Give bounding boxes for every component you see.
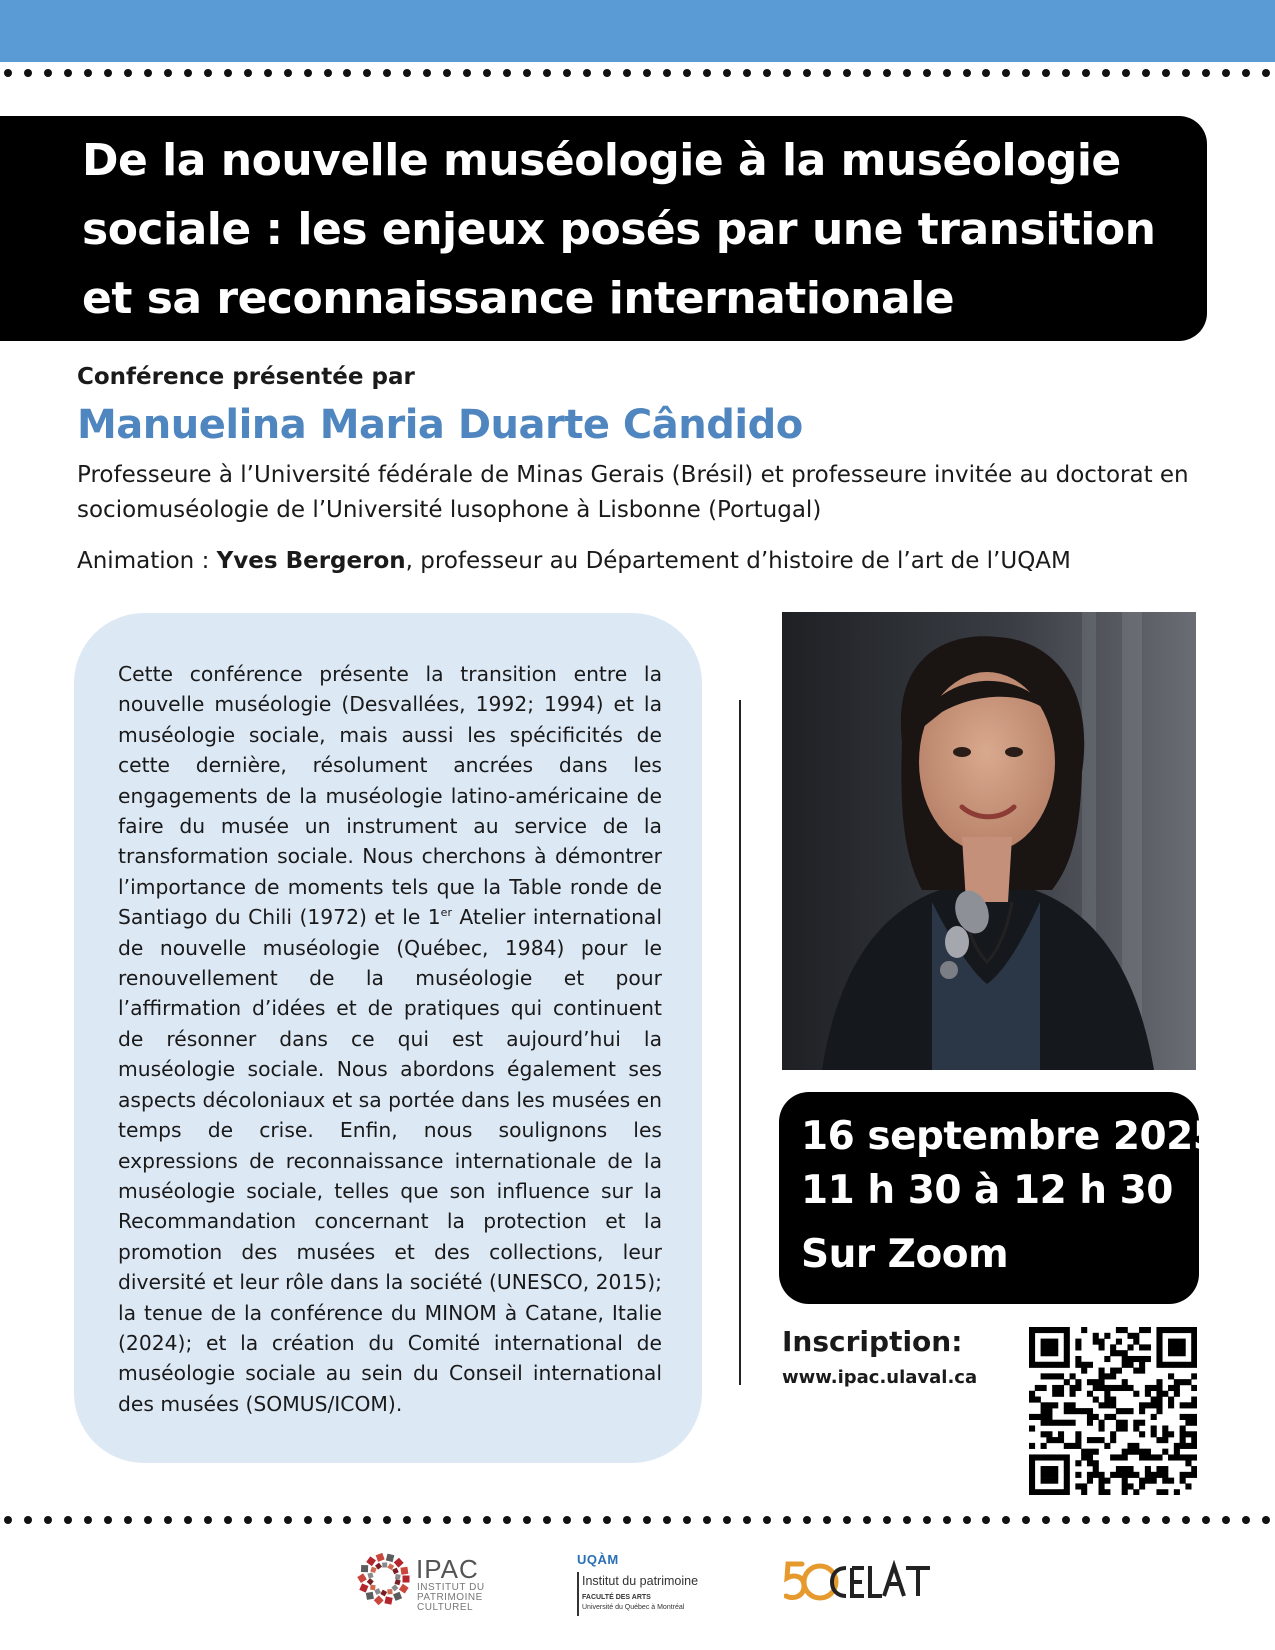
uqam-university-name: Université du Québec à Montréal [582, 1604, 685, 1611]
divider-dot [943, 1516, 951, 1524]
divider-dot [64, 1516, 72, 1524]
divider-dot [363, 69, 371, 77]
title-line-3: et sa reconnaissance internationale [82, 273, 955, 324]
divider-dot [543, 69, 551, 77]
abstract-superscript: er [440, 906, 452, 920]
divider-dot [823, 1516, 831, 1524]
divider-dot [523, 69, 531, 77]
divider-dot [304, 1516, 312, 1524]
divider-dot [903, 1516, 911, 1524]
divider-dot [1022, 69, 1030, 77]
divider-dot [1082, 1516, 1090, 1524]
divider-dot [383, 1516, 391, 1524]
divider-dot [84, 1516, 92, 1524]
uqam-faculty-name: FACULTÉ DES ARTS [582, 1594, 651, 1601]
abstract-panel [74, 613, 702, 1463]
speaker-name: Manuelina Maria Duarte Cândido [77, 402, 803, 448]
divider-dot [64, 69, 72, 77]
affiliation-line-1: Professeure à l’Université fédérale de Minas Gerais (Brésil) et professeure invitée au doctorat en [77, 462, 1189, 488]
divider-dot [144, 1516, 152, 1524]
divider-dot [643, 1516, 651, 1524]
divider-dot [304, 69, 312, 77]
divider-dot [883, 1516, 891, 1524]
divider-dot [563, 69, 571, 77]
divider-dot [1182, 1516, 1190, 1524]
registration-link[interactable]: www.ipac.ulaval.ca [782, 1367, 978, 1388]
divider-dot [324, 1516, 332, 1524]
divider-dot [843, 1516, 851, 1524]
divider-dot [84, 69, 92, 77]
divider-dot [4, 1516, 12, 1524]
divider-dot [244, 1516, 252, 1524]
divider-dot [982, 1516, 990, 1524]
divider-dot [803, 69, 811, 77]
divider-dot [124, 69, 132, 77]
divider-dot [783, 69, 791, 77]
divider-dot [683, 69, 691, 77]
divider-dot [1142, 69, 1150, 77]
ipac-logo-name: IPAC [416, 1554, 479, 1584]
divider-dot [1022, 1516, 1030, 1524]
divider-dot [963, 1516, 971, 1524]
divider-dot [763, 1516, 771, 1524]
divider-dot [923, 69, 931, 77]
divider-dot [1262, 69, 1270, 77]
top-color-band [0, 0, 1275, 62]
divider-dot [44, 69, 52, 77]
divider-dot [24, 1516, 32, 1524]
divider-dot [743, 1516, 751, 1524]
divider-dot [523, 1516, 531, 1524]
divider-dot [1142, 1516, 1150, 1524]
title-line-1: De la nouvelle muséologie à la muséologie [82, 135, 1121, 186]
title-line-2: sociale : les enjeux posés par une transition [82, 204, 1156, 255]
divider-dot [363, 1516, 371, 1524]
divider-dot [1222, 1516, 1230, 1524]
animation-label: Animation : [77, 548, 217, 574]
divider-dot [443, 1516, 451, 1524]
event-location: Sur Zoom [801, 1232, 1009, 1277]
divider-dot [903, 69, 911, 77]
divider-dot [1162, 1516, 1170, 1524]
divider-dot [583, 1516, 591, 1524]
divider-dot [1162, 69, 1170, 77]
ipac-sub-line-2: PATRIMOINE [417, 1592, 483, 1603]
divider-dot [1222, 69, 1230, 77]
divider-dot [483, 69, 491, 77]
celat-50-logo-icon [784, 1556, 934, 1606]
registration-label: Inscription: [782, 1325, 963, 1358]
divider-dot [44, 1516, 52, 1524]
affiliation-line-2: sociomuséologie de l’Université lusophone à Lisbonne (Portugal) [77, 497, 822, 523]
divider-dot [963, 69, 971, 77]
animator-role: , professeur au Département d’histoire de l’art de l’UQAM [405, 548, 1071, 574]
divider-dot [1062, 69, 1070, 77]
divider-dot [1102, 1516, 1110, 1524]
divider-dot [643, 69, 651, 77]
speaker-portrait-illustration [782, 612, 1196, 1070]
divider-dot [383, 69, 391, 77]
divider-dot [943, 69, 951, 77]
divider-dot [104, 69, 112, 77]
divider-dot [623, 1516, 631, 1524]
divider-dot [1202, 1516, 1210, 1524]
event-date: 16 septembre 2025 [801, 1114, 1220, 1159]
divider-dot [1062, 1516, 1070, 1524]
uqam-institut-logo [577, 1552, 699, 1611]
divider-dot [463, 1516, 471, 1524]
divider-dot [324, 69, 332, 77]
divider-dot [423, 69, 431, 77]
divider-dot [543, 1516, 551, 1524]
divider-dot [483, 1516, 491, 1524]
dotted-divider-top [0, 67, 1275, 79]
divider-dot [4, 69, 12, 77]
dotted-divider-bottom [0, 1514, 1275, 1526]
divider-dot [763, 69, 771, 77]
divider-dot [982, 69, 990, 77]
uqam-logo-bar [577, 1572, 579, 1616]
speaker-photo [782, 612, 1196, 1070]
divider-dot [703, 69, 711, 77]
divider-dot [1182, 69, 1190, 77]
event-time: 11 h 30 à 12 h 30 [801, 1168, 1173, 1213]
divider-dot [663, 1516, 671, 1524]
divider-dot [883, 69, 891, 77]
divider-dot [1002, 69, 1010, 77]
divider-dot [563, 1516, 571, 1524]
divider-dot [224, 69, 232, 77]
divider-dot [204, 1516, 212, 1524]
divider-dot [1122, 1516, 1130, 1524]
divider-dot [503, 1516, 511, 1524]
divider-dot [683, 1516, 691, 1524]
divider-dot [823, 69, 831, 77]
divider-dot [1242, 1516, 1250, 1524]
divider-dot [863, 1516, 871, 1524]
uqam-logo-name: UQÀM [577, 1552, 619, 1567]
divider-dot [1102, 69, 1110, 77]
divider-dot [443, 69, 451, 77]
divider-dot [184, 69, 192, 77]
ipac-sub-line-1: INSTITUT DU [417, 1582, 485, 1593]
divider-dot [343, 69, 351, 77]
divider-dot [343, 1516, 351, 1524]
divider-dot [1002, 1516, 1010, 1524]
divider-dot [1082, 69, 1090, 77]
registration-qr-code[interactable] [1029, 1327, 1197, 1495]
abstract-text-part-2: Atelier international de nouvelle muséologie (Québec, 1984) pour le renouvellement de la muséologie et pour l’affirmation d’idées et de pratiques qui continuent de résonner dans ce qui est aujourd’hui la muséologie sociale. Nous abordons également ses aspects décoloniaux et sa portée dans les musées en temps de crise. Enfin, nous soulignons les expressions de reconnaissance internationale de la muséologie sociale, telles que son influence sur la Recommandation concernant la protection et la promotion des musées et des collections, leur diversité et leur rôle dans la société (UNESCO, 2015); la tenue de la conférence du MINOM à Catane, Italie (2024); et la création du Comité international de muséologie sociale au sein du Conseil international des musées (SOMUS/ICOM). [118, 905, 662, 1416]
divider-dot [24, 69, 32, 77]
ipac-sub-line-3: CULTUREL [417, 1602, 474, 1613]
divider-dot [603, 69, 611, 77]
speaker-affiliation [77, 458, 1227, 528]
animator-name: Yves Bergeron [216, 548, 406, 574]
uqam-institute-name: Institut du patrimoine [582, 1574, 699, 1588]
divider-dot [164, 69, 172, 77]
divider-dot [403, 69, 411, 77]
divider-dot [843, 69, 851, 77]
divider-dot [663, 69, 671, 77]
divider-dot [723, 1516, 731, 1524]
divider-dot [224, 1516, 232, 1524]
divider-dot [264, 69, 272, 77]
divider-dot [723, 69, 731, 77]
divider-dot [743, 69, 751, 77]
divider-dot [204, 69, 212, 77]
divider-dot [244, 69, 252, 77]
divider-dot [1202, 69, 1210, 77]
divider-dot [923, 1516, 931, 1524]
divider-dot [863, 69, 871, 77]
divider-dot [463, 69, 471, 77]
abstract-text [118, 659, 662, 1419]
divider-dot [783, 1516, 791, 1524]
divider-dot [104, 1516, 112, 1524]
divider-dot [284, 69, 292, 77]
event-info-box [779, 1092, 1220, 1304]
vertical-divider [739, 700, 741, 1385]
divider-dot [1122, 69, 1130, 77]
divider-dot [184, 1516, 192, 1524]
divider-dot [583, 69, 591, 77]
presented-by-label: Conférence présentée par [77, 364, 415, 390]
divider-dot [164, 1516, 172, 1524]
ipac-logo-subtitle [417, 1583, 485, 1613]
divider-dot [423, 1516, 431, 1524]
divider-dot [623, 69, 631, 77]
title-banner [0, 116, 1207, 341]
abstract-text-part-1: Cette conférence présente la transition entre la nouvelle muséologie (Desvallées, 1992; 1994) et la muséologie sociale, mais aussi les spécificités de cette dernière, résolument ancrées dans les engagements de la muséologie latino-américaine de faire du musée un instrument au service de la transformation sociale. Nous cherchons à démontrer l’importance de moments tels que la Table ronde de Santiago du Chili (1972) et le 1 [118, 662, 662, 930]
divider-dot [284, 1516, 292, 1524]
divider-dot [803, 1516, 811, 1524]
divider-dot [1242, 69, 1250, 77]
divider-dot [703, 1516, 711, 1524]
divider-dot [1042, 69, 1050, 77]
divider-dot [1042, 1516, 1050, 1524]
divider-dot [603, 1516, 611, 1524]
divider-dot [124, 1516, 132, 1524]
divider-dot [503, 69, 511, 77]
divider-dot [1262, 1516, 1270, 1524]
animation-credit [77, 548, 1071, 574]
divider-dot [264, 1516, 272, 1524]
divider-dot [403, 1516, 411, 1524]
divider-dot [144, 69, 152, 77]
